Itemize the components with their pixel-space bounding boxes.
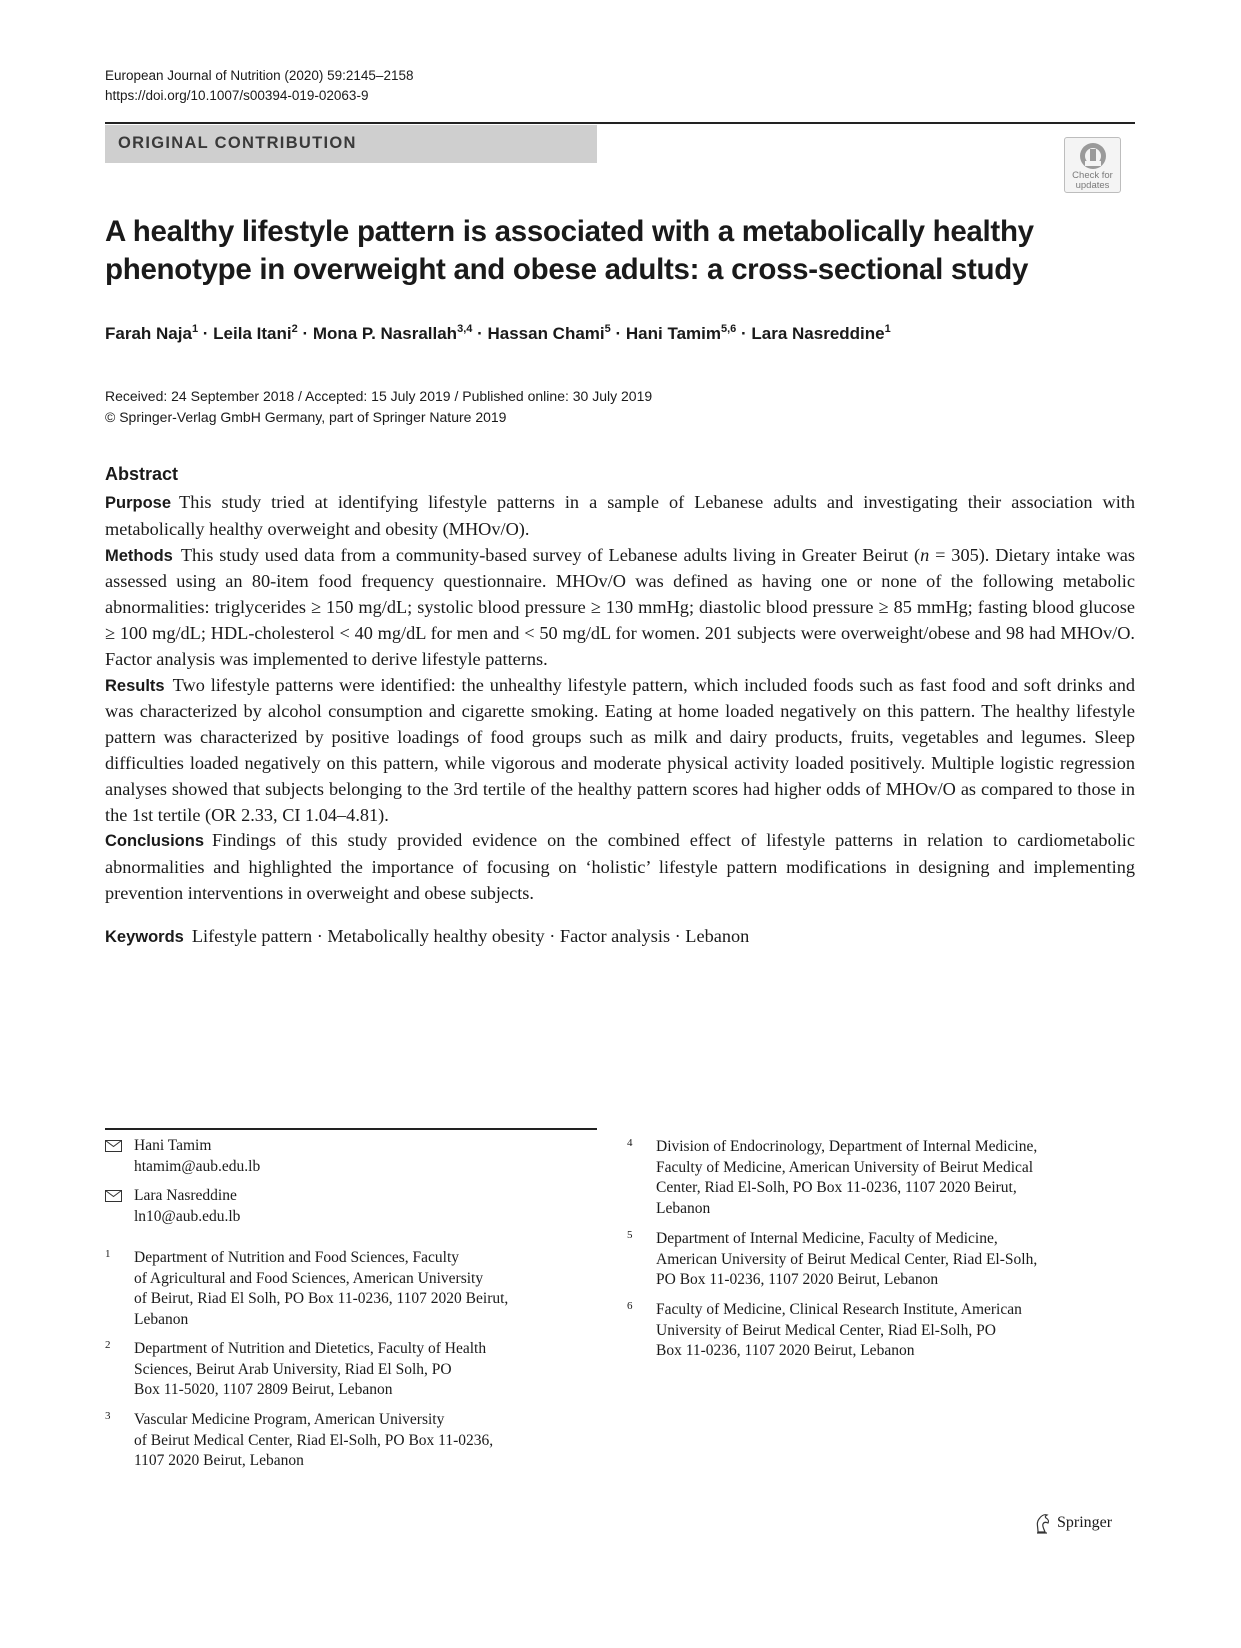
affiliation-line: of Beirut Medical Center, Riad El-Solh, PO Box 11-0236, [134,1431,494,1449]
affiliation-line: Sciences, Beirut Arab University, Riad El Solh, PO [134,1360,452,1378]
purpose-label: Purpose [105,494,172,512]
affiliation-line: Faculty of Medicine, Clinical Research Institute, American [656,1301,1022,1318]
affiliation-line: of Beirut, Riad El Solh, PO Box 11-0236, 1107 2020 Beirut, [134,1290,509,1307]
check-for-updates-icon [1078,141,1108,171]
conclusions-label: Conclusions [105,832,205,851]
check-for-updates-badge[interactable] [1064,137,1121,193]
affiliation-line: Box 11-5020, 1107 2809 Beirut, Lebanon [134,1381,393,1398]
affiliation-line: Division of Endocrinology, Department of Internal Medicine, [656,1138,1038,1155]
affiliation-line: American University of Beirut Medical Center, Riad El-Solh, [656,1250,1038,1268]
affiliation-text [656,1137,1037,1219]
author-affiliation: 5,6 [720,323,737,335]
author-separator: · [297,324,313,343]
abstract-purpose [105,490,1135,543]
conclusions-text: Findings of this study provided evidence on the combined effect of lifestyle patterns in relation to cardiometabolic abnormalities and highlighted the importance of focusing on ‘holistic’ lifestyle pattern modifications in designing and implementing prevention interventions in overweight and obese subjects. [105,830,1135,903]
header-rule [105,122,1135,124]
doi-link[interactable]: https://doi.org/10.1007/s00394-019-02063-9 [105,88,369,103]
affiliation-line: Faculty of Medicine, American University of Beirut Medical [656,1158,1034,1176]
results-text: Two lifestyle patterns were identified: the unhealthy lifestyle pattern, which included foods such as fast food and soft drinks and was characterized by alcohol consumption and cigarette smoking. Eating at home loaded negatively on this pattern. The healthy lifestyle pattern was characterized by positive loadings of food groups such as milk and dairy products, fruits, vegetables and legumes. Sleep difficulties loaded negatively on this pattern, while vigorous and moderate physical activity loaded positively. Multiple logistic regression analyses showed that subjects belonging to the 3rd tertile of the healthy pattern scores had higher odds of MHOv/O as compared to those in the 1st tertile (OR 2.33, CI 1.04–4.81). [105,674,1135,825]
purpose-text: This study tried at identifying lifestyle patterns in a sample of Lebanese adults and investigating their association with metabolically healthy overweight and obesity (MHOv/O). [105,492,1135,539]
author-affiliation: 2 [291,323,298,335]
publication-dates [105,386,652,428]
affiliation-line: Center, Riad El-Solh, PO Box 11-0236, 1107 2020 Beirut, [656,1179,1017,1196]
methods-label: Methods [105,546,173,565]
springer-horse-icon [1033,1512,1053,1534]
affiliation-line: Department of Nutrition and Dietetics, Faculty of Health [134,1340,487,1357]
author-separator: · [736,324,752,343]
affiliation-text [656,1229,1037,1291]
journal-header [105,66,413,106]
envelope-icon [105,1190,122,1202]
affiliation-number: 3 [105,1410,111,1422]
affiliation-line: PO Box 11-0236, 1107 2020 Beirut, Lebanon [656,1271,939,1288]
contact-name: Lara Nasreddine [134,1187,237,1204]
methods-n-symbol: n [920,544,930,565]
abstract-body [105,490,1135,907]
keywords-label: Keywords [105,928,184,946]
affiliation-number: 6 [627,1300,633,1312]
abstract-heading: Abstract [105,464,179,484]
contact-name: Hani Tamim [134,1137,212,1154]
journal-citation: European Journal of Nutrition (2020) 59:2145–2158 [105,68,414,83]
affiliation-text [134,1339,486,1401]
check-label-line1: Check for [1072,170,1113,181]
contact-body [134,1136,260,1177]
author-affiliation: 1 [884,323,891,335]
author-affiliation: 5 [604,323,611,335]
affiliation-line: Lebanon [134,1310,189,1328]
publisher-name: Springer [1057,1514,1113,1531]
affiliation-number: 5 [627,1229,633,1241]
results-label: Results [105,676,165,695]
affiliation-text [134,1410,493,1472]
title-line: A healthy lifestyle pattern is associated with a metabolically healthy [105,215,1034,248]
methods-text: This study used data from a community-based survey of Lebanese adults living in Greater Beirut ( [180,544,921,565]
section-label: ORIGINAL CONTRIBUTION [118,134,357,152]
section-bar [105,125,597,163]
keywords [105,926,749,947]
affiliation-line: 1107 2020 Beirut, Lebanon [134,1452,304,1469]
contact-body [134,1186,240,1227]
abstract-conclusions [105,828,1135,906]
author-affiliation: 3,4 [457,323,473,335]
affiliation-line: University of Beirut Medical Center, Riad El-Solh, PO [656,1321,996,1339]
abstract-results [105,673,1135,829]
author-separator: · [472,324,488,343]
abstract-methods [105,543,1135,673]
author-name[interactable]: Lara Nasreddine [751,324,885,343]
contact-email[interactable]: htamim@aub.edu.lb [134,1157,261,1175]
affiliation-line: Lebanon [656,1199,711,1217]
affiliation-number: 4 [627,1137,633,1149]
keywords-text: Lifestyle pattern · Metabolically healthy obesity · Factor analysis · Lebanon [191,926,750,946]
author-name[interactable]: Farah Naja [105,324,192,343]
affiliation-line: Department of Nutrition and Food Sciences, Faculty [134,1249,460,1266]
affiliation-line: Department of Internal Medicine, Faculty of Medicine, [656,1230,998,1247]
author-name[interactable]: Hani Tamim [625,324,721,343]
author-name[interactable]: Leila Itani [213,324,292,343]
author-separator: · [610,324,626,343]
article-title [105,213,1135,289]
check-label-line2: updates [1075,180,1110,191]
copyright-line: © Springer-Verlag GmbH Germany, part of Springer Nature 2019 [105,409,507,425]
springer-logo [1033,1512,1113,1539]
methods-text-cont: = 305). Dietary intake was assessed using an 80-item food frequency questionnaire. MHOv/O was defined as having one or none of the following metabolic abnormalities: triglycerides ≥ 150 mg/dL; systolic blood pressure ≥ 130 mmHg; diastolic blood pressure ≥ 85 mmHg; fasting blood glucose ≥ 100 mg/dL; HDL-cholesterol < 40 mg/dL for men and < 50 mg/dL for women. 201 subjects were overweight/obese and 98 had MHOv/O. Factor analysis was implemented to derive lifestyle patterns. [105,544,1135,669]
affiliation-text [656,1300,1022,1362]
footnote-rule [105,1128,597,1130]
history-dates: Received: 24 September 2018 / Accepted: 15 July 2019 / Published online: 30 July 2019 [105,388,653,404]
author-name[interactable]: Mona P. Nasrallah [312,324,458,343]
affiliation-text [134,1248,508,1330]
check-for-updates-label [1065,171,1120,191]
envelope-icon [105,1140,122,1152]
affiliation-number: 2 [105,1339,111,1351]
author-name[interactable]: Hassan Chami [487,324,605,343]
affiliation-line: Box 11-0236, 1107 2020 Beirut, Lebanon [656,1342,915,1359]
affiliation-number: 1 [105,1248,111,1260]
author-affiliation: 1 [191,323,199,335]
affiliation-line: of Agricultural and Food Sciences, American University [134,1269,484,1287]
author-list [105,324,891,344]
author-separator: · [198,324,214,343]
title-line: phenotype in overweight and obese adults: a cross-sectional study [105,253,1029,286]
contact-email[interactable]: ln10@aub.edu.lb [134,1207,241,1225]
affiliation-line: Vascular Medicine Program, American University [134,1411,445,1428]
